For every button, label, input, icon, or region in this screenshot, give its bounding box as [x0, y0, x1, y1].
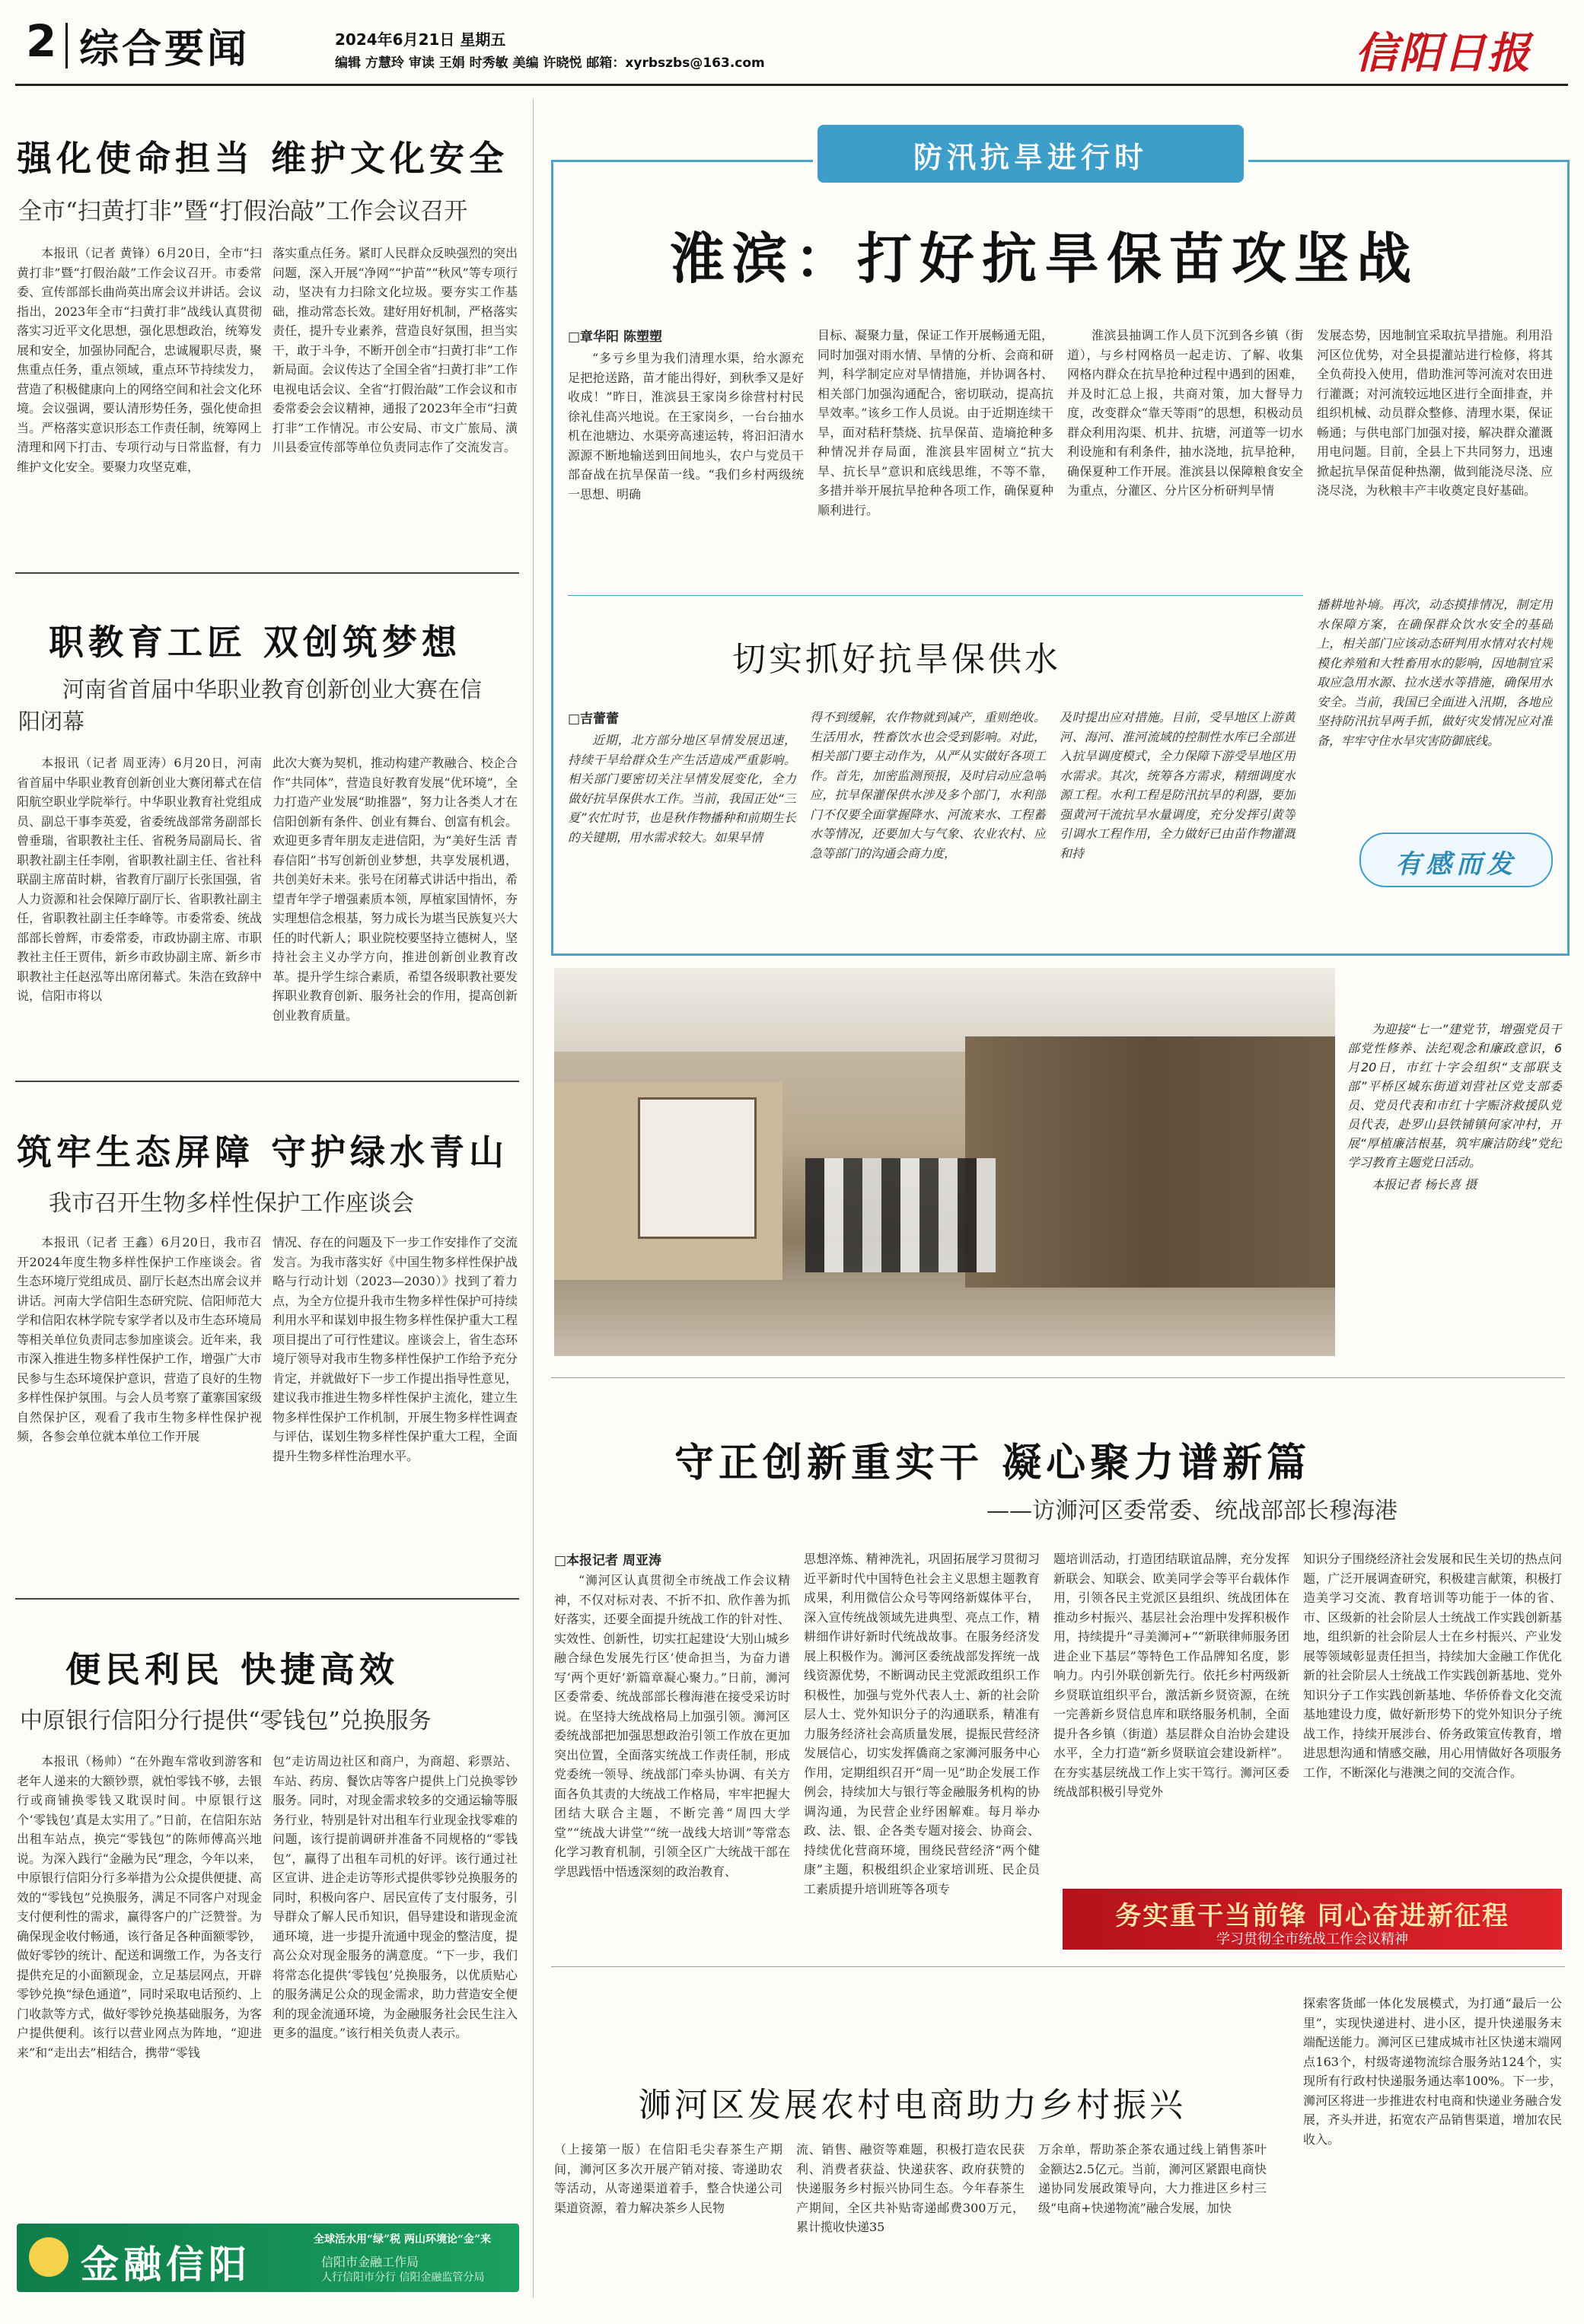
article5-col3: 淮滨县抽调工作人员下沉到各乡镇（街道），与乡村网格员一起走访、了解、收集网格内群众在抗旱抢种过程中遇到的困难，并及时汇总上报，共商对策，加大督导力度，改变群众“靠天等雨”的思想，积极动员群众利用沟渠、机井、抗塘，河道等一切水利设施和有利条件，抽水浇地，抗旱抢种，确保夏种工作开展。淮滨县以保障粮食安全为重点，分灌区、分片区分析研判旱情: [1067, 328, 1303, 498]
flood-banner-title: 防汛抗旱进行时: [913, 141, 1148, 174]
issue-date: 2024年6月21日 星期五: [335, 30, 506, 49]
article4-col2: 包”走访周边社区和商户，为商超、彩票站、车站、药房、餐饮店等客户提供上门兑换零钞服务。同时，对现金需求较多的交通运输等服务行业，特别是针对出租车行业现金找零难的问题，该行提前调研并准备不同规格的“零钱包”，赢得了出租车司机的好评。该行通过社区宣讲、进企走访等形式提供零钞兑换服务的同时，积极向客户、居民宣传了支付服务，引导群众了解人民币知识，倡导建设和谐现金流通环境，进一步提升流通中现金的整洁度，提高公众对现金服务的满意度。“下一步，我们将常态化提供‘零钱包’兑换服务，以优质贴心的服务满足公众的现金需求，助力营造安全便利的现金流通环境，为金融服务社会民生注入更多的温度。”该行相关负责人表示。: [272, 1754, 518, 2040]
article6-col1: “浉河区认真贯彻全市统战工作会议精神，不仅对标对表、不折不扣、欣作善为抓好落实，还要全面提升统战工作的针对性、实效性、创新性，切实扛起建设‘大别山城乡融合绿色发展先行区’使命担当，为奋力谱写‘两个更好’新篇章凝心聚力。”日前，浉河区委常委、统战部部长穆海港在接受采访时说。在坚持大统战格局上加强引领。浉河区委统战部把加强思想政治引领工作放在更加突出位置，全面落实统战工作责任制，形成党委统一领导、统战部门牵头协调、有关方面各负其责的大统战工作格局，牢牢把握大团结大联合主题，不断完善“周四大学堂”“统战大讲堂”“统一战线大培训”等常态化学习教育机制，引领全区广大统战干部在学思践悟中悟透深刻的政治教育、: [554, 1573, 790, 1879]
flood-banner: [817, 125, 1244, 183]
article2-col2: 此次大赛为契机，推动构建产教融合、校企合作“共同体”，营造良好教育发展“优环境”，全力打造产业发展“助推器”，努力让各类人才在信阳创新有条件、创业有舞台、创富有机会。欢迎更多青年朋友走进信阳，为“美好生活 青春信阳”书写创新创业梦想，共享发展机遇，共创美好未来。张号在闭幕式讲话中指出，希望青年学子增强素质本领，厚植家国情怀，夯实理想信念根基，努力成长为堪当民族复兴大任的时代新人；职业院校要坚持立德树人，坚持社会主义办学方向，推进创新创业教育改革。提升学生综合素质，希望各级职教社要发挥职业教育创新、服务社会的作用，提高创新创业教育质量。: [272, 756, 518, 1023]
article7-col1: （上接第一版）在信阳毛尖春茶生产期间，浉河区多次开展产销对接、寄递助农等活动，从寄递渠道着手，整合快递公司渠道资源，着力解决茶乡人民物: [554, 2142, 782, 2215]
divider: [15, 1081, 519, 1082]
article4-subhead: 中原银行信阳分行提供“零钱包”兑换服务: [20, 1708, 432, 1734]
finance-ad-title: 金融信阳: [81, 2242, 251, 2287]
article5-headline: 淮滨：打好抗旱保苗攻坚战: [670, 226, 1420, 291]
photo-visitor-group: [805, 1158, 996, 1272]
divider: [15, 1598, 519, 1600]
article4-col1: 本报讯（杨帅）“在外跑车常收到游客和老年人递来的大额钞票，就怕零钱不够，去银行或商铺换零钱又耽误时间。中原银行这个‘零钱包’真是太实用了。”日前，在信阳东站出租车站点，换完“零钱包”的陈师傅高兴地说。为深入践行“金融为民”理念，今年以来，中原银行信阳分行多举措为公众提供便捷、高效的“零钱包”兑换服务，满足不同客户对现金支付便利性的需求，赢得客户的广泛赞誉。为确保现金收付畅通，该行备足各种面额零钞，做好零钞的统计、配送和调缴工作，为各支行提供充足的小面额现金，立足基层网点，开辟零钞兑换“绿色通道”，同时采取电话预约、上门收款等方式，做好零钞兑换基础服务，为客户提供便利。该行以营业网点为阵地，“迎进来”和“走出去”相结合，携带“零钱: [17, 1754, 262, 2060]
divider: [551, 1966, 1565, 1967]
photo-floor: [554, 1288, 1335, 1356]
museum-photo: [554, 968, 1335, 1356]
finance-ad-line2: 信阳市金融工作局: [321, 2255, 419, 2269]
editorial-badge-text: 有感而发: [1395, 849, 1517, 880]
article2-col1: 本报讯（记者 周亚涛）6月20日，河南省首届中华职业教育创新创业大赛闭幕式在信阳航空职业学院举行。中华职业教育社党组成员、副总干事李英爱，省委统战部常务副部长曾垂瑞，省职教社主任、省税务局副局长、省职教社副主任李刚，省职教社副主任、省社科联副主席苗时耕，省教育厅副厅长张国强，省人力资源和社会保障厅副厅长、省职教社副主任，省职教社副主任李峰等。市委常委、统战部部长曾辉，市委常委，市政协副主席、市职教社主任王贾伟，新乡市政协副主席、新乡市职教社主任赵泓等出席闭幕式。朱浩在致辞中说，信阳市将以: [17, 756, 262, 1003]
article6-byline: □本报记者 周亚涛: [554, 1553, 661, 1568]
article3-col1: 本报讯（记者 王鑫）6月20日，我市召开2024年度生物多样性保护工作座谈会。省生态环境厅党组成员、副厅长赵杰出席会议并讲话。河南大学信阳生态研究院、信阳师范大学和信阳农林学院专家学者以及市生态环境局等相关单位负责同志参加座谈会。近年来，我市深入推进生物多样性保护工作，增强广大市民参与生态环境保护意识，营造了良好的生物多样性保护氛围。与会人员考察了董寨国家级自然保护区，观看了我市生物多样性保护视频，各参会单位就本单位工作开展: [17, 1235, 262, 1444]
photo-caption: 为迎接“七一”建党节，增强党员干部党性修养、法纪观念和廉政意识，6月20日，市红十字会组织“支部联支部”平桥区城东街道刘营社区党支部委员、党员代表和市红十字赈济救援队党员代表，赴罗山县铁铺镇何家冲村，开展“厚植廉洁根基，筑牢廉洁防线”党纪学习教育主题党日活动。 本报记者 杨长喜 摄: [1347, 1020, 1562, 1355]
article3-col2: 情况、存在的问题及下一步工作安排作了交流发言。为我市落实好《中国生物多样性保护战略与行动计划（2023—2030）》找到了着力点，为全方位提升我市生物多样性保护可持续利用水平和谋划申报生物多样性保护重大工程项目提出了可行性建议。座谈会上，省生态环境厅领导对我市生物多样性保护工作给予充分肯定，并就做好下一步工作提出指导性意见，建议我市推进生物多样性保护主流化，建立生物多样性保护工作机制，开展生物多样性调查与评估，谋划生物多样性保护重大工程，全面提升生物多样性治理水平。: [272, 1235, 518, 1463]
article7-col4: 探索客货邮一体化发展模式，为打通“最后一公里”，实现快递进村、进小区，提升快递服务末端配送能力。浉河区已建成城市社区快递末端网点163个，村级寄递物流综合服务站124个，实现所有行政村快递服务通达率100%。下一步，浉河区将进一步推进农村电商和快递业务融合发展，齐头并进，拓宽农产品销售渠道，增加农民收入。: [1303, 1996, 1562, 2147]
photo-sculpture-wall: [965, 1036, 1335, 1288]
article1-subhead: 全市“扫黄打非”暨“打假治敲”工作会议召开: [18, 198, 468, 225]
article1-col2: 落实重点任务。紧盯人民群众反映强烈的突出问题，深入开展“净网”“护苗”“秋风”等专项行动，坚决有力扫除文化垃圾。要夯实工作基础，推动常态长效。建好用好机制，严格落实责任，提升专业素养，营造良好氛围，担当实干，敢于斗争，不断开创全市“扫黄打非”工作新局面。会议传达了全国全省“扫黄打非”工作电视电话会议、全省“打假治敲”工作会议和市委常委会会议精神，通报了2023年全市“扫黄打非”工作情况。市公安局、市文广旅局、潢川县委宣传部等单位负责同志作了交流发言。: [272, 246, 518, 454]
editorial-col3: 及时提出应对措施。目前，受旱地区上游黄河、海河、淮河流域的控制性水库已全部进入抗旱调度模式，全力保障下游受旱地区用水需求。其次，统筹各方需求，精细调度水源工程。水利工程是防汛抗旱的利器，要加强黄河干流抗旱水量调度，充分发挥引黄等引调水工程作用，全力做好已由苗作物灌溉和持: [1060, 710, 1296, 861]
article3-headline: 筑牢生态屏障 守护绿水青山: [17, 1132, 509, 1173]
column-divider: [533, 99, 534, 2298]
article6-col3: 题培训活动，打造团结联谊品牌，充分发挥新联会、知联会、欧美同学会等平台载体作用，引领各民主党派区县组织、统战团体在推动乡村振兴、基层社会治理中发挥积极作用，持续提升“寻美浉河+”“新联律师服务团进企业下基层”等特色工作品牌知名度，影响力。内引外联创新先行。依托乡村两级新乡贤联谊组织平台，激活新乡贤资源，在统一完善新乡贤信息库和联络服务机制，全面提升各乡镇（街道）基层群众自治协会建设水平，全力打造“新乡贤联谊会建设新样”。在夯实基层统战工作上实干笃行。浉河区委统战部积极引导党外: [1053, 1552, 1289, 1799]
editorial-col4: 播耕地补墒。再次，动态摸排情况，制定用水保障方案，在确保群众饮水安全的基础上，相关部门应该动态研判用水情对农村规模化养殖和大牲畜用水的影响，因地制宜采取应急用水源、拉水送水等措施，确保用水安全。当前，我国已全面进入汛期，各地应坚持防汛抗旱两手抓，做好灾发情况应对准备，牢牢守住水旱灾害防御底线。: [1317, 597, 1553, 748]
paper-logo: 信阳日报: [1355, 28, 1531, 78]
photo-credit: 本报记者 杨长喜 摄: [1372, 1177, 1477, 1192]
editorial-col2: 得不到缓解，农作物就到减产，重则绝收。生活用水，牲畜饮水也会受到影响。对此，相关部门要主动作为，从严从实做好各项工作。首先，加密监测预报，及时启动应急响应，抗旱保灌保供水涉及多个部门，水利部门不仅要全面掌握降水、河流来水、工程蓄水等情况，还要加大与气象、农业农村、应急等部门的沟通会商力度，: [810, 710, 1046, 861]
article2-subhead: 河南省首届中华职业教育创新创业大赛在信阳闭幕: [18, 677, 483, 734]
article1-headline: 强化使命担当 维护文化安全: [17, 138, 509, 179]
section-title: 综合要闻: [79, 27, 250, 72]
article4-headline: 便民利民 快捷高效: [65, 1649, 400, 1690]
divider: [551, 1377, 1565, 1378]
finance-ad: [17, 2224, 519, 2292]
editorial-rule: [568, 595, 1303, 596]
divider: [15, 572, 519, 574]
banner-title: 务实重干当前锋 同心奋进新征程: [1115, 1901, 1509, 1931]
article7-col2: 流、销售、融资等难题，积极打造农民获利、消费者获益、快递获客、政府获赞的快递服务乡村振兴协同生态。今年春茶生产期间，全区共补贴寄递邮费300万元，累计揽收快递35: [796, 2142, 1025, 2234]
article5-col2: 目标、凝聚力量，保证工作开展畅通无阻，同时加强对雨水情、旱情的分析、会商和研判，科学制定应对旱情措施，并协调各村、相关部门加强沟通配合，密切联动，提高抗旱效率。”该乡工作人员说。由于近期连续干旱，面对秸秆禁烧、抗旱保苗、造墒抢种多种情况并存局面，淮滨县牢固树立“抗大旱、抗长旱”意识和底线思维，不等不靠，多措并举开展抗旱抢种各项工作，确保夏种顺利进行。: [817, 328, 1053, 517]
article6-col4: 知识分子围绕经济社会发展和民生关切的热点问题，广泛开展调查研究，积极建言献策，积极打造美学习交流、教育培训等功能于一体的省、市、区级新的社会阶层人士统战工作实践创新基地，组织新的社会阶层人士在乡村振兴、产业发展等领域彰显责任担当，持续加大金融工作优化新的社会阶层人士统战工作实践创新基地、党外知识分子工作实践创新基地、华侨侨眷文化交流基地建设力度，做好新形势下的党外知识分子统战工作，持续开展涉台、侨务政策宣传教育，增进思想沟通和情感交融，用心用情做好各项服务工作，不断深化与港澳之间的交流合作。: [1303, 1552, 1562, 1780]
finance-logo-icon: [29, 2237, 69, 2277]
editorial-byline: □吉蕾蕾: [568, 712, 620, 727]
page-number: 2: [26, 15, 57, 67]
article5-col1: “多亏乡里为我们清理水渠，给水源充足把抢送路，苗才能出得好，到秋季又是好收成！”昨日，淮滨县王家岗乡徐营村村民徐礼佳高兴地说。在王家岗乡，一台台抽水机在池塘边、水渠旁高速运转，将汩汩清水源源不断地输送到田间地头，农户与党员干部奋战在抗旱保苗一线。“我们乡村两级统一思想、明确: [568, 351, 804, 501]
editorial-headline: 切实抓好抗旱保供水: [732, 640, 1061, 679]
article3-subhead: 我市召开生物多样性保护工作座谈会: [49, 1190, 414, 1217]
photo-wall-frame: [638, 1097, 757, 1239]
article5-col4: 发展态势，因地制宜采取抗旱措施。利用沿河区位优势，对全县提灌站进行检修，将其全负荷投入使用，借助淮河等河流对农田进行灌溉；对河流较远地区进行全面排查，并组织机械、动员群众整修、清理水渠，保证畅通；与供电部门加强对接，解决群众灌溉用电问题。目前，全县上下共同努力，迅速掀起抗旱保苗促种热潮，做到能浇尽浇、应浇尽浇，为秋粮丰产丰收奠定良好基础。: [1317, 328, 1553, 498]
article1-col1: 本报讯（记者 黄锋）6月20日，全市“扫黄打非”暨“打假治敲”工作会议召开。市委常委、宣传部部长曲尚英出席会议并讲话。会议指出，2023年全市“扫黄打非”战线认真贯彻落实习近平文化思想，强化思想政治，统筹发展和安全，加强协同配合，忠诚履职尽责，聚焦重点任务，重点领域，重点环节持续发力，营造了积极健康向上的网络空间和社会文化环境。会议强调，要认清形势任务，强化使命担当。严格落实意识形态工作责任制，统筹网上清理和网下打击、专项行动与日常监督，有力维护文化安全。要聚力攻坚克难，: [17, 246, 262, 474]
banner-subtitle: 学习贯彻全市统战工作会议精神: [1216, 1931, 1408, 1947]
finance-ad-line1: 全球活水用“绿”税 两山环境论“金”来: [314, 2233, 492, 2246]
united-front-banner: [1063, 1889, 1562, 1950]
article7-col3: 万余单，帮助茶企茶农通过线上销售茶叶金额达2.5亿元。当前，浉河区紧跟电商快递协同发展政策导向，大力推进区乡村三级“电商+快递物流”融合发展，加快: [1038, 2142, 1267, 2215]
masthead-divider: [65, 23, 68, 68]
editorial-badge: [1359, 833, 1553, 887]
article6-subhead: ——访浉河区委常委、统战部部长穆海港: [986, 1498, 1398, 1524]
article7-headline: 浉河区发展农村电商助力乡村振兴: [638, 2086, 1186, 2125]
article5-byline: □章华阳 陈塑塑: [568, 329, 662, 345]
editorial-col1: 近期，北方部分地区旱情发展迅速，持续干旱给群众生产生活造成严重影响。相关部门要密切关注旱情发展变化，全力做好抗旱保供水工作。当前，我国正处“三夏”农忙时节，也是秋作物播种和前期生长的关键期，用水需求较大。如果旱情: [568, 733, 796, 845]
article6-col2: 思想淬炼、精神洗礼，巩固拓展学习贯彻习近平新时代中国特色社会主义思想主题教育成果，利用微信公众号等网络新媒体平台，深入宣传统战领域先进典型、亮点工作，精耕细作讲好新时代统战故事。在服务经济发展上积极作为。浉河区委统战部发挥统一战线资源优势，不断调动民主党派政组织工作积极性，加强与党外代表人士、新的社会阶层人士、党外知识分子的沟通联系，精准有力服务经济社会高质量发展，提振民营经济发展信心，切实发挥僑商之家浉河服务中心作用，定期组织召开“周一见”助企发展工作例会，持续加大与银行等金融服务机构的协调沟通，为民营企业纾困解难。每月举办政、法、银、企各类专题对接会、协商会、持续优化营商环境，围绕民营经济“两个健康”主题，积极组织企业家培训班、民企员工素质提升培训班等各项专: [804, 1552, 1040, 1896]
masthead: [0, 0, 1584, 85]
article2-headline: 职教育工匠 双创筑梦想: [49, 622, 462, 663]
staff-line: 编辑 方慧玲 审读 王娟 时秀敏 美编 许晓悦 邮箱：xyrbszbs@163.com: [335, 56, 765, 71]
finance-ad-line3: 人行信阳市分行 信阳金融监管分局: [321, 2271, 485, 2284]
article6-headline: 守正创新重实干 凝心聚力谱新篇: [674, 1440, 1312, 1486]
masthead-rule: [15, 84, 1568, 86]
